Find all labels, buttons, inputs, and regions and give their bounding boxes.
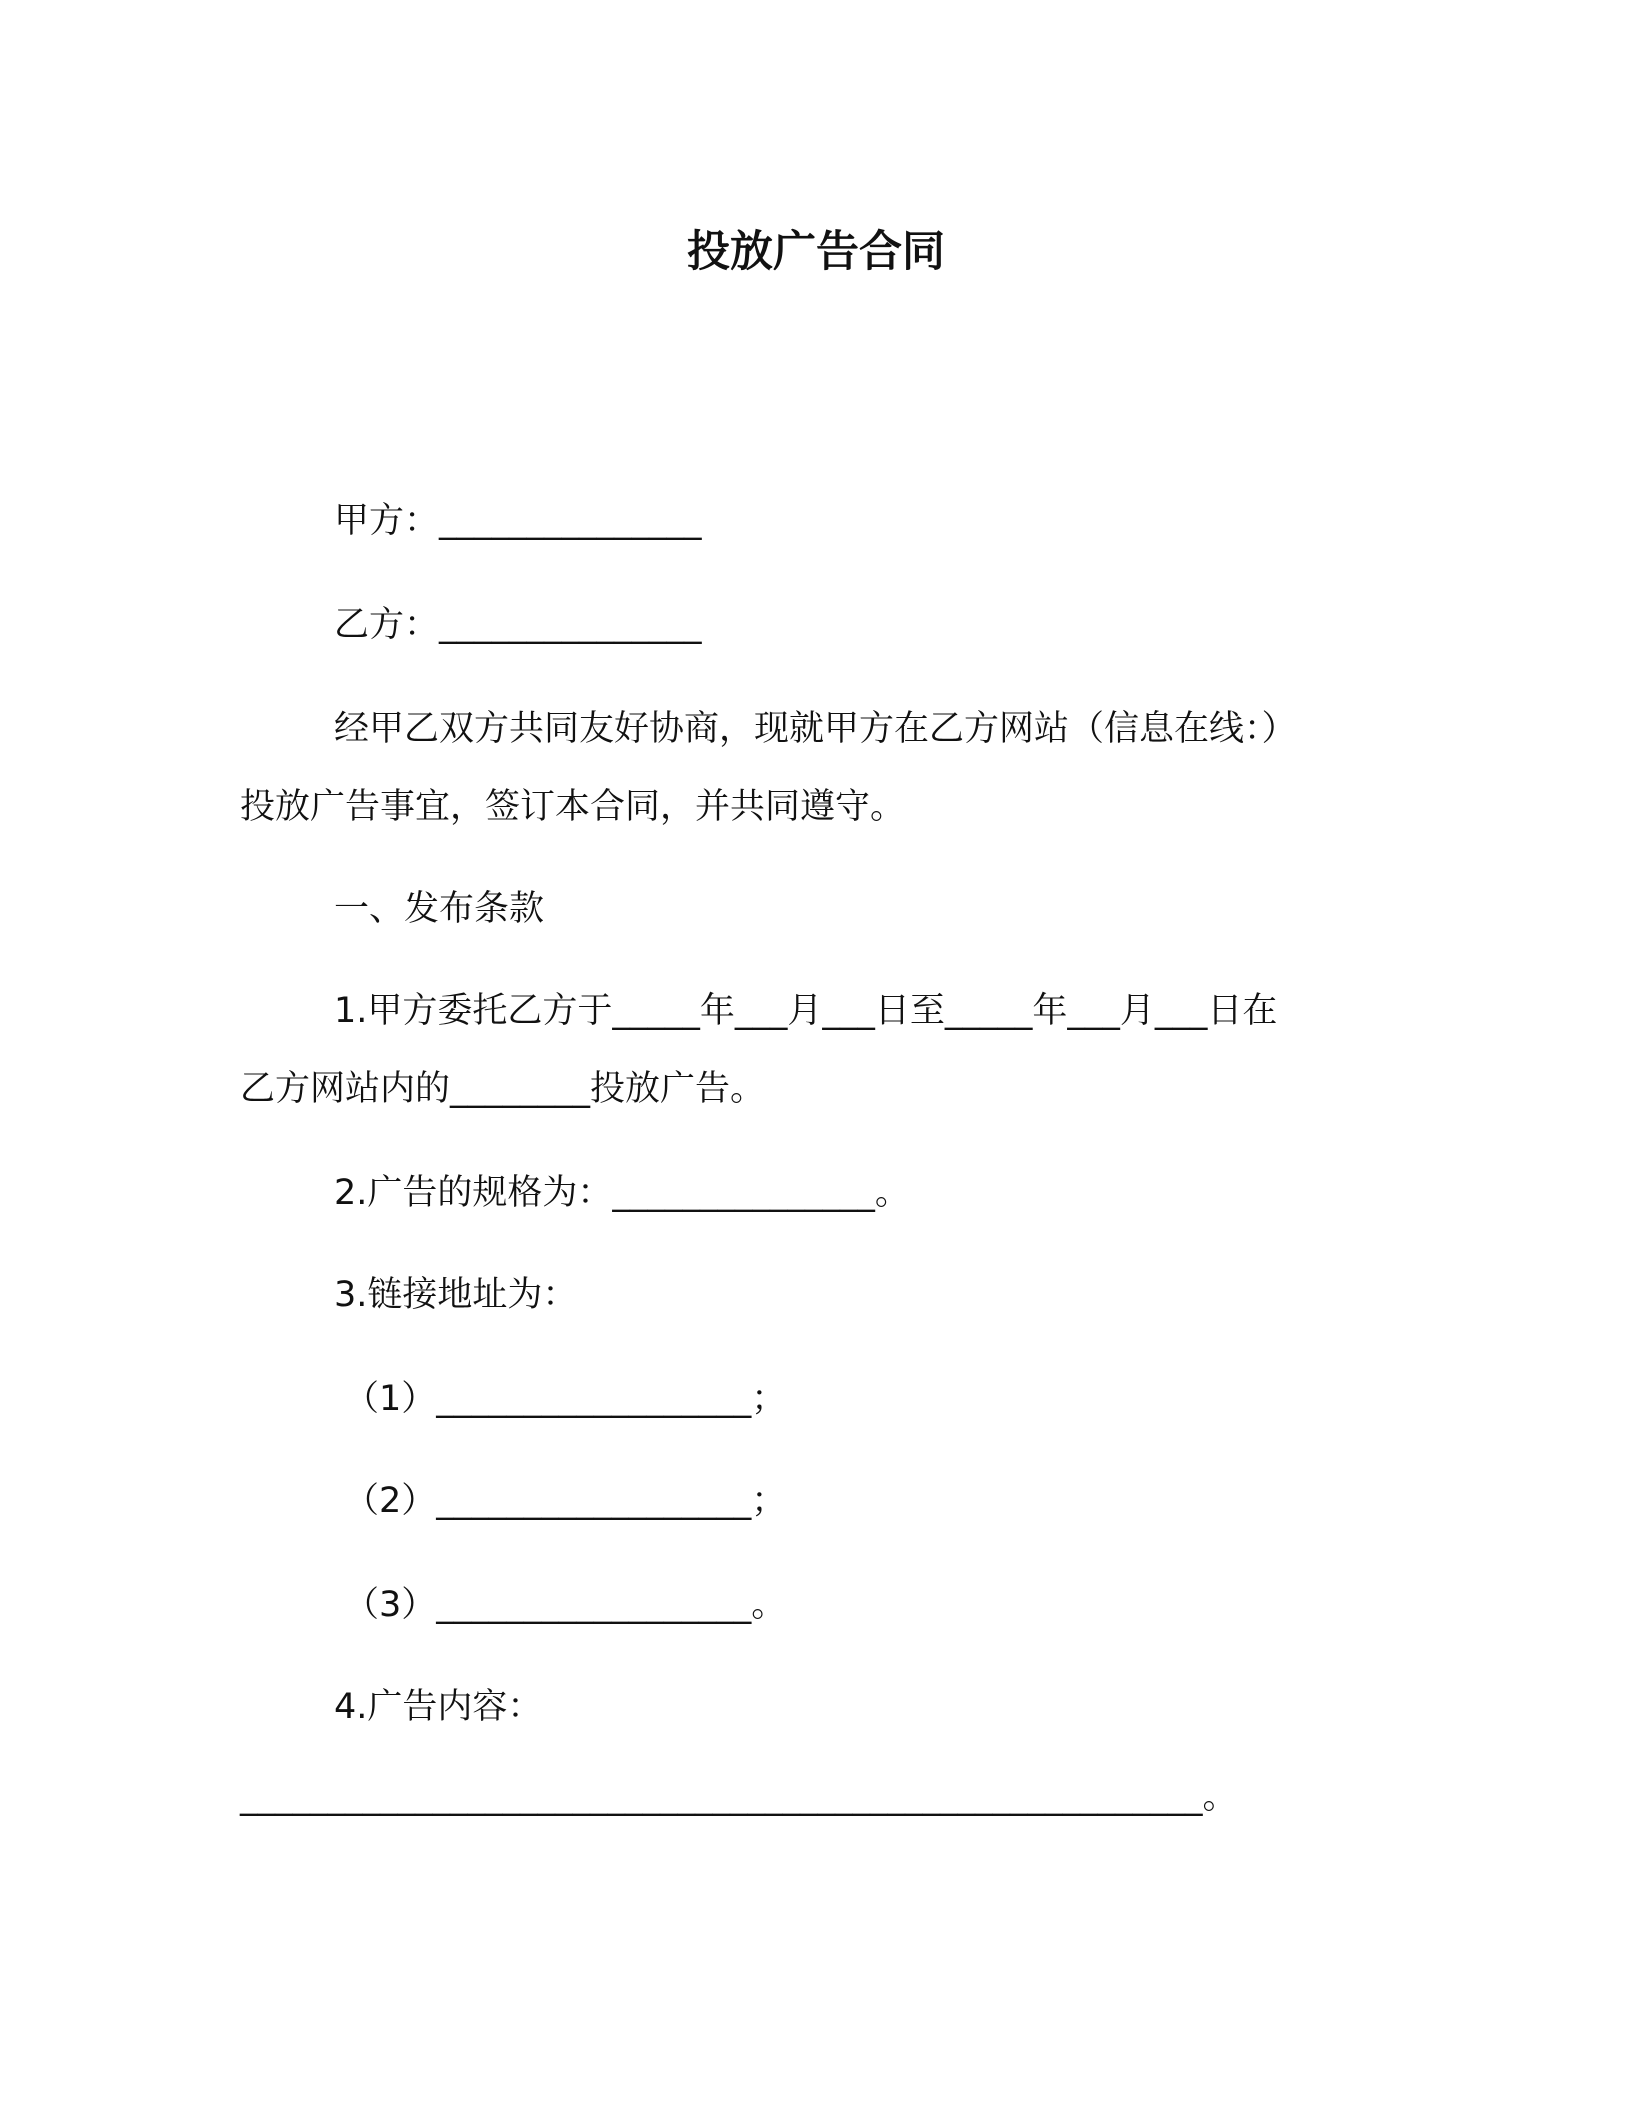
link-address-2: （2）__________________；	[344, 1481, 787, 1521]
party-b-line: 乙方：_______________	[334, 605, 702, 645]
link-address-1: （1）__________________；	[344, 1379, 787, 1419]
clause-1-line-2: 乙方网站内的________投放广告。	[240, 1069, 766, 1109]
clause-2: 2.广告的规格为：_______________。	[334, 1173, 910, 1213]
party-a-line: 甲方：_______________	[334, 501, 702, 541]
clause-4: 4.广告内容：	[334, 1687, 543, 1727]
section-heading: 一、发布条款	[334, 889, 545, 929]
link-address-3: （3）__________________。	[344, 1585, 787, 1625]
clause-3: 3.链接地址为：	[334, 1275, 578, 1315]
clause-1-line-1: 1.甲方委托乙方于_____年___月___日至_____年___月___日在	[334, 991, 1278, 1031]
clause-4-content-blank: _______________________________________________________。	[240, 1777, 1238, 1817]
intro-paragraph-line-1: 经甲乙双方共同友好协商，现就甲方在乙方网站（信息在线：）	[334, 709, 1297, 749]
intro-paragraph-line-2: 投放广告事宜，签订本合同，并共同遵守。	[240, 787, 906, 827]
document-title: 投放广告合同	[687, 227, 945, 277]
